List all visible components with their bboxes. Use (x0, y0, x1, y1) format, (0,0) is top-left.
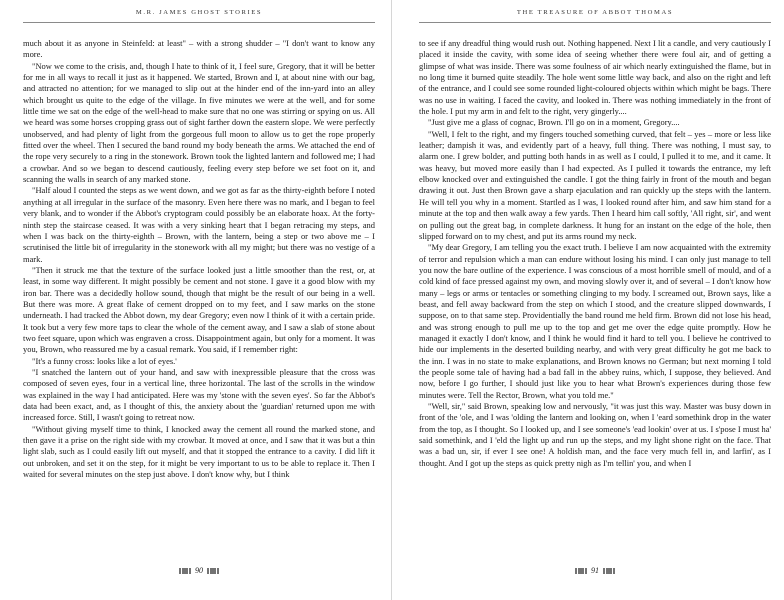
paragraph: "My dear Gregory, I am telling you the exact truth. I believe I am now acquainted with the extremity of terror and repulsion which a man can endure without losing his mind. I can only just manage to tell you now the bare outline of the experience. I was conscious of a most horrible smell of mould, and of a cold kind of face pressed against my own, and moving slowly over it, and of several – I don't know how many – legs or arms or tentacles or something clinging to my body. I screamed out, Brown says, like a beast, and fell away backward from the step on which I stood, and the creature slipped downwards, I suppose, on to that same step. Providentially the band round me held firm. Brown did not lose his head, and was strong enough to pull me up to the top and get me over the edge quite promptly. How he managed it exactly I don't know, and I think he would find it hard to tell you. I believe he contrived to hide our implements in the deserted building nearby, and with very great difficulty he got me back to the inn. I was in no state to make explanations, and Brown knows no German; but next morning I told the people some tale of having had a bad fall in the abbey ruins, which, I suppose, they believed. And now, before I go further, I should just like you to hear what Brown's experiences during those few minutes were. Tell the Rector, Brown, what you told me." (419, 242, 771, 400)
right-page (419, 0, 771, 600)
ornament-icon (179, 568, 191, 574)
paragraph: "I snatched the lantern out of your hand, and saw with inexpressible pleasure that the cross was composed of seven eyes, four in a vertical line, three horizontal. The last of the scrolls in the window was explained in the way I had anticipated. Here was my 'stone with the seven eyes'. So far the Abbot's data had been exact, and, as I thought of this, the anxiety about the 'guardian' returned upon me with increased force. Still, I wasn't going to retreat now. (23, 366, 375, 423)
paragraph: much about it as anyone in Steinfeld: at least" – with a strong shudder – "I don't want to know any more. (23, 38, 375, 60)
right-page-body (419, 38, 771, 469)
paragraph: "Now we come to the crisis, and, though I hate to think of it, I feel sure, Gregory, that it will be better for me in all ways to recall it just as it happened. We started, Brown and I, at about nine with our bag, and attracted no attention; for we managed to slip out at the hinder end of the inn-yard into an alley which brought us quite to the edge of the village. In five minutes we were at the well, and for some little time we sat on the edge of the well-head to make sure that no one was stirring or spying on us. All we heard was some horses cropping grass out of sight farther down the eastern slope. We were perfectly unobserved, and had plenty of light from the gorgeous full moon to allow us to get the rope properly fitted over the wheel. Then I secured the band round my body beneath the arms. We attached the end of the rope very securely to a ring in the stonework. Brown took the lighted lantern and followed me; I had a crowbar. And so we began to descend cautiously, feeling every step before we set foot on it, and scanning the walls in search of any marked stone. (23, 60, 375, 185)
folio-number: 91 (591, 566, 599, 575)
ornament-icon (603, 568, 615, 574)
paragraph: "Half aloud I counted the steps as we went down, and we got as far as the thirty-eighth before I noted anything at all irregular in the surface of the masonry. Even here there was no mark, and I began to feel very blank, and to wonder if the Abbot's cryptogram could possibly be an elaborate hoax. At the forty-ninth step the staircase ceased. It was with a very sinking heart that I began retracing my steps, and when I was back on the thirty-eighth – Brown, with the lantern, being a step or two above me – I scrutinised the little bit of irregularity in the stonework with all my might; but there was no vestige of a mark. (23, 185, 375, 264)
left-page (23, 0, 375, 600)
ornament-icon (575, 568, 587, 574)
page-number-right (419, 566, 771, 575)
running-head-right: THE TREASURE OF ABBOT THOMAS (419, 0, 771, 23)
paragraph: "It's a funny cross: looks like a lot of eyes.' (32, 355, 177, 366)
gutter-divider (391, 0, 392, 600)
paragraph: "Without giving myself time to think, I knocked away the cement all round the marked stone, and then gave it a prise on the right side with my crowbar. It moved at once, and I saw that it was but a thin light slab, such as I could easily lift out myself, and that it stopped the entrance to a cavity. I did lift it out unbroken, and set it on the step, for it might be very important to us to be able to replace it. Then I waited for several minutes on the step just above. I don't know why, but I think (23, 423, 375, 480)
paragraph: "Well, I felt to the right, and my fingers touched something curved, that felt – yes – more or less like leather; dampish it was, and evidently part of a heavy, full thing. There was nothing, I must say, to alarm one. I grew bolder, and putting both hands in as well as I could, I pulled it to me, and it came. It was heavy, but moved more easily than I had expected. As I pulled it towards the entrance, my left elbow knocked over and extinguished the candle. I got the thing fairly in front of the mouth and began drawing it out. Just then Brown gave a sharp ejaculation and ran quickly up the steps with the lantern. He will tell you why in a moment. Startled as I was, I looked round after him, and saw him stand for a minute at the top and then walk away a few yards. Then I heard him call softly, 'All right, sir', and went on pulling out the great bag, in complete darkness. It hung for an instant on the edge of the hole, then slipped forward on to my chest, and put its arms round my neck. (419, 128, 771, 241)
paragraph: to see if any dreadful thing would rush out. Nothing happened. Next I lit a candle, and very cautiously I placed it inside the cavity, with some idea of seeing whether there were foul air, and of getting a glimpse of what was inside. There was some foulness of air which nearly extinguished the flame, but in no long time it burned quite steadily. The hole went some little way back, and also on the right and left of the entrance, and I could see some rounded light-coloured objects within which might be bags. There was no use in waiting. I faced the cavity, and looked in. There was nothing immediately in the front of the hole. I put my arm in and felt to the right, very gingerly.... (419, 38, 771, 117)
running-head-left: M.R. JAMES GHOST STORIES (23, 0, 375, 23)
left-page-body (23, 38, 375, 480)
paragraph: "Well, sir," said Brown, speaking low and nervously, "it was just this way. Master was busy down in front of the 'ole, and I was 'olding the lantern and looking on, when I 'eard somethink drop in the water from the top, as I thought. So I looked up, and I see someone's 'ead lookin' over at us. I s'pose I must ha' said somethink, and I 'eld the light up and run up the steps, and my light shone right on the face. That was a bad un, sir, if ever I see one! A holdish man, and the face very much fell in, and larfin', as I thought. And I got up the steps as quick pretty nigh as I'm tellin' you, and when I (419, 401, 771, 468)
ornament-icon (207, 568, 219, 574)
folio-number: 90 (195, 566, 203, 575)
paragraph: "Then it struck me that the texture of the surface looked just a little smoother than the rest, or, at least, in some way different. It might possibly be cement and not stone. I gave it a good blow with my iron bar. There was a decidedly hollow sound, though that might be the result of our being in a well. But there was more. A great flake of cement dropped on to my feet, and I saw marks on the stone underneath. I had tracked the Abbot down, my dear Gregory; even now I think of it with a certain pride. It took but a very few more taps to clear the whole of the cement away, and I saw a slab of stone about two feet square, upon which was engraven a cross. Disappointment again, but only for a moment. It was you, Brown, who reassured me by a casual remark. You said, if I remember right: (23, 264, 375, 355)
paragraph: "Just give me a glass of cognac, Brown. I'll go on in a moment, Gregory.... (428, 117, 680, 128)
page-number-left (23, 566, 375, 575)
